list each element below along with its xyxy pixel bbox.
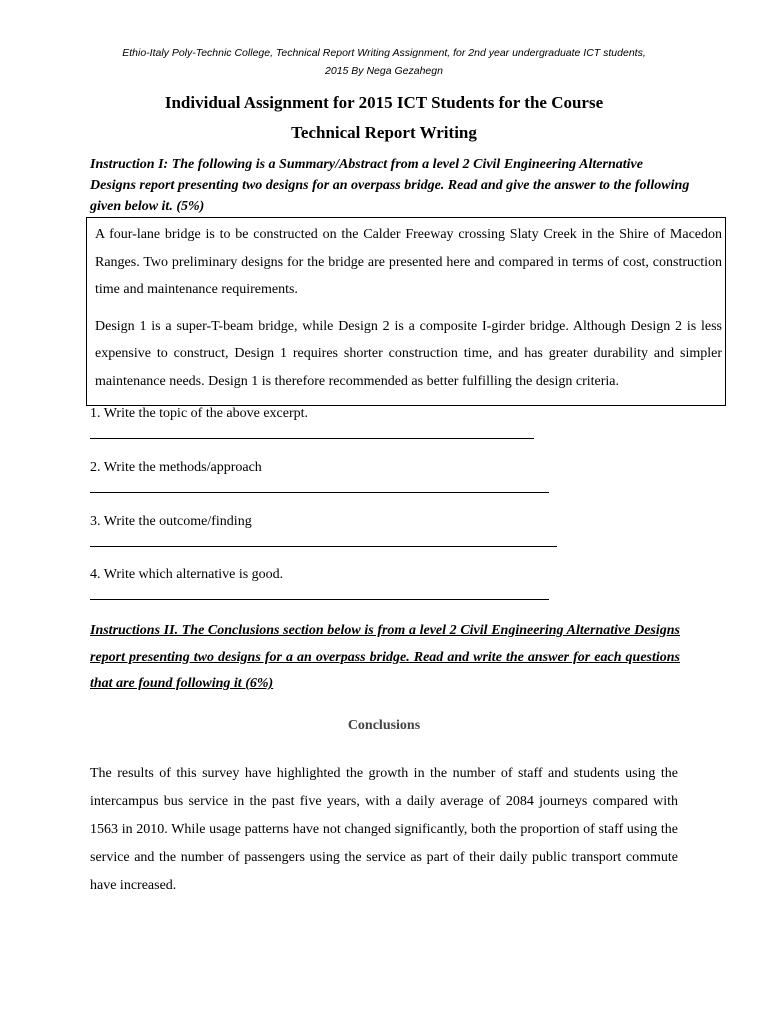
question-4: 4. Write which alternative is good.: [90, 567, 284, 582]
instruction-1-label: Instruction I: [90, 157, 164, 172]
question-2: 2. Write the methods/approach: [90, 460, 262, 475]
course-title: Technical Report Writing: [291, 123, 477, 142]
question-3: 3. Write the outcome/finding: [90, 514, 252, 529]
answer-line-1[interactable]: [90, 438, 534, 439]
instruction-1: [90, 154, 690, 217]
abstract-paragraph-2: Design 1 is a super-T-beam bridge, while Design 2 is a composite I-girder bridge. Although Design 2 is less expensive to construct, Design 1 requires shorter construction time, and has greater durability and simpler maintenance needs. Design 1 is therefore recommended as better fulfilling the design criteria.: [95, 318, 722, 389]
conclusions-body: The results of this survey have highlighted the growth in the number of staff and students using the intercampus bus service in the past five years, with a daily average of 2084 journeys compared with 1563 in 2010. While usage patterns have not changed significantly, both the proportion of staff using the service and the number of passengers using the service as part of their daily public transport commute have increased.: [90, 766, 678, 893]
page-header: [40, 44, 728, 80]
conclusions-heading: Conclusions: [347, 718, 421, 733]
header-line-1: Ethio-Italy Poly-Technic College, Technical Report Writing Assignment, for 2nd year undergraduate ICT students,: [122, 47, 646, 59]
abstract-box: [86, 217, 726, 406]
answer-line-3[interactable]: [90, 546, 557, 547]
header-line-2: 2015 By Nega Gezahegn: [325, 65, 443, 77]
question-1: 1. Write the topic of the above excerpt.: [90, 406, 309, 421]
instruction-2: Instructions II. The Conclusions section below is from a level 2 Civil Engineering Alternative Designs report presenting two designs for a an overpass bridge. Read and write the answer for each questions that are found following it (6%): [90, 623, 680, 691]
answer-line-4[interactable]: [90, 599, 549, 600]
answer-line-2[interactable]: [90, 492, 549, 493]
assignment-title: Individual Assignment for 2015 ICT Students for the Course: [164, 93, 604, 112]
abstract-paragraph-1: A four-lane bridge is to be constructed on the Calder Freeway crossing Slaty Creek in the Shire of Macedon Ranges. Two preliminary designs for the bridge are presented here and compared in terms of cost, construction time and maintenance requirements.: [95, 227, 722, 297]
instruction-1-text: : The following is a Summary/Abstract from a level 2 Civil Engineering Alternative Designs report presenting two designs for an overpass bridge. Read and give the answer to the following given below it. (5%): [90, 157, 690, 214]
